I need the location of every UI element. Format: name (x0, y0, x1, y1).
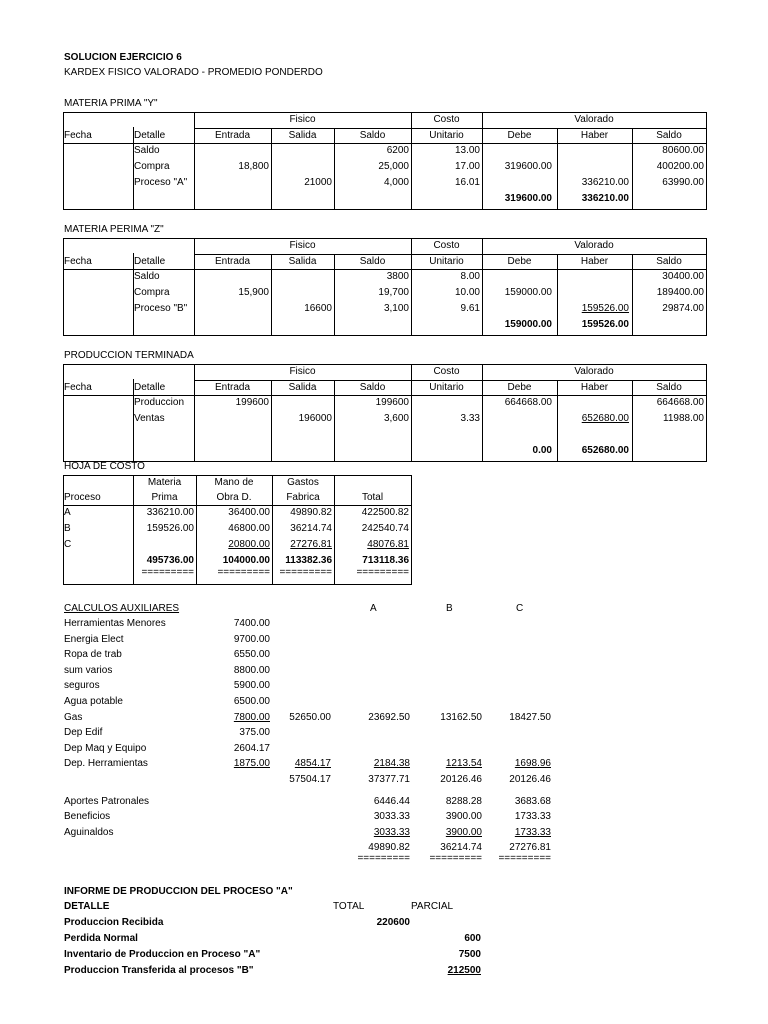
hoja-cell: 36400.00 (228, 507, 270, 518)
hoja-total: 713118.36 (362, 555, 409, 566)
row-haber: 336210.00 (581, 177, 629, 188)
grid-line (706, 238, 707, 336)
row-saldo: 3,100 (383, 303, 409, 314)
total-debe: 319600.00 (504, 193, 552, 204)
grid-line (706, 364, 707, 462)
hoja-cell: 336210.00 (146, 507, 194, 518)
hoja-cell: 422500.82 (361, 507, 409, 518)
calc-label: sum varios (64, 665, 113, 676)
header-entrada: Entrada (214, 382, 251, 393)
calc-label: Aguinaldos (64, 827, 114, 838)
header-costo: Costo (433, 114, 460, 125)
informe-label: Produccion Transferida al procesos "B" (64, 965, 254, 976)
hoja-proceso: A (64, 507, 71, 518)
informe-label: Inventario de Produccion en Proceso "A" (64, 949, 261, 960)
row-detalle: Saldo (134, 271, 160, 282)
calc-label: Agua potable (64, 696, 123, 707)
header-haber: Haber (580, 256, 609, 267)
row-detalle: Produccion (134, 397, 185, 408)
calc-label: Dep Edif (64, 727, 103, 738)
grid-line (63, 209, 707, 210)
informe-title: INFORME DE PRODUCCION DEL PROCESO "A" (64, 886, 293, 897)
calc-value: 1213.54 (445, 758, 482, 769)
header-fecha: Fecha (64, 130, 92, 141)
informe-label: Produccion Recibida (64, 917, 164, 928)
header-valorado: Valorado (574, 240, 614, 251)
row-saldo: 3,600 (383, 413, 409, 424)
grid-line (194, 364, 195, 462)
row-salida: 196000 (298, 413, 332, 424)
informe-parcial-header: PARCIAL (411, 901, 454, 912)
row-saldo-valorado: 63990.00 (662, 177, 704, 188)
row-unitario: 8.00 (460, 271, 480, 282)
row-entrada: 18,800 (238, 161, 269, 172)
header-saldo-valorado: Saldo (656, 256, 682, 267)
calc-value: 13162.50 (440, 712, 482, 723)
header-fecha: Fecha (64, 256, 92, 267)
header-saldo-valorado: Saldo (656, 130, 682, 141)
grid-line (63, 335, 707, 336)
calc-label: Herramientas Menores (64, 618, 166, 629)
calc-label: Dep. Herramientas (64, 758, 148, 769)
calc-title: CALCULOS AUXILIARES (64, 603, 180, 614)
row-unitario: 16.01 (454, 177, 480, 188)
row-unitario: 3.33 (460, 413, 480, 424)
calc-value: 18427.50 (509, 712, 551, 723)
header-unitario: Unitario (429, 382, 464, 393)
kardex-title: MATERIA PERIMA "Z" (64, 224, 164, 235)
calc-label: Ropa de trab (64, 649, 122, 660)
total-haber: 159526.00 (581, 319, 629, 330)
grid-line (63, 112, 64, 210)
row-detalle: Compra (134, 287, 170, 298)
calc-value: 3033.33 (373, 811, 410, 822)
calc-value: 1875.00 (233, 758, 270, 769)
calc-value: 20126.46 (509, 774, 551, 785)
header-salida: Salida (288, 382, 317, 393)
hoja-header: Total (361, 492, 384, 503)
row-saldo-valorado: 80600.00 (662, 145, 704, 156)
hoja-header: Gastos (287, 477, 319, 488)
calc-value: 6500.00 (233, 696, 270, 707)
header-haber: Haber (580, 130, 609, 141)
header-saldo: Saldo (359, 130, 386, 141)
header-debe: Debe (507, 130, 532, 141)
header-costo: Costo (433, 240, 460, 251)
kardex-title: PRODUCCION TERMINADA (64, 350, 194, 361)
hoja-header: Materia (147, 477, 182, 488)
hoja-total: 104000.00 (222, 555, 270, 566)
header-saldo: Saldo (359, 382, 386, 393)
hoja-separator: ========= (217, 567, 270, 578)
calc-value: 1733.33 (514, 811, 551, 822)
grid-line (63, 584, 412, 585)
row-unitario: 9.61 (460, 303, 480, 314)
calc-label: Gas (64, 712, 83, 723)
hoja-header: Obra D. (216, 492, 252, 503)
grid-line (411, 475, 412, 585)
row-saldo: 3800 (386, 271, 409, 282)
grid-line (63, 461, 707, 462)
row-debe: 159000.00 (504, 287, 552, 298)
hoja-total: 495736.00 (146, 555, 194, 566)
calc-label: Beneficios (64, 811, 111, 822)
hoja-separator: ========= (356, 567, 409, 578)
informe-parcial-value: 212500 (447, 965, 481, 976)
header-unitario: Unitario (429, 256, 464, 267)
calc-value: 2184.38 (373, 758, 410, 769)
row-haber: 159526.00 (581, 303, 629, 314)
header-entrada: Entrada (214, 256, 251, 267)
hoja-header: Fabrica (286, 492, 320, 503)
hoja-cell: 27276.81 (290, 539, 332, 550)
header-fisico: Fisico (289, 114, 316, 125)
total-debe: 159000.00 (504, 319, 552, 330)
calc-value: 23692.50 (368, 712, 410, 723)
calc-value: 3900.00 (445, 811, 482, 822)
grid-line (63, 505, 412, 506)
row-saldo-valorado: 189400.00 (656, 287, 704, 298)
calc-value: 1698.96 (514, 758, 551, 769)
header-detalle: Detalle (134, 382, 166, 393)
grid-line (63, 364, 64, 462)
informe-total-value: 220600 (376, 917, 410, 928)
header-saldo-valorado: Saldo (656, 382, 682, 393)
calc-label: seguros (64, 680, 100, 691)
row-haber: 652680.00 (581, 413, 629, 424)
header-salida: Salida (288, 130, 317, 141)
hoja-cell: 48076.81 (367, 539, 409, 550)
row-debe: 664668.00 (504, 397, 552, 408)
grid-line (63, 395, 707, 396)
hoja-total: 113382.36 (285, 555, 332, 566)
header-salida: Salida (288, 256, 317, 267)
informe-total-header: TOTAL (333, 901, 365, 912)
header-detalle: Detalle (134, 130, 166, 141)
calc-value: 20126.46 (440, 774, 482, 785)
header-fecha: Fecha (64, 382, 92, 393)
informe-parcial-value: 7500 (458, 949, 481, 960)
hoja-cell: 159526.00 (146, 523, 194, 534)
row-detalle: Proceso "B" (134, 303, 188, 314)
hoja-proceso: B (64, 523, 71, 534)
calc-value: 2604.17 (233, 743, 270, 754)
calc-value: 6446.44 (373, 796, 410, 807)
calc-value: 3900.00 (445, 827, 482, 838)
calc-value: 5900.00 (233, 680, 270, 691)
calc-col-header: A (370, 603, 377, 614)
hoja-cell: 49890.82 (290, 507, 332, 518)
row-salida: 21000 (304, 177, 332, 188)
hoja-cell: 242540.74 (361, 523, 409, 534)
calc-separator: ========= (357, 853, 410, 864)
header-fisico: Fisico (289, 240, 316, 251)
row-unitario: 17.00 (454, 161, 480, 172)
row-saldo: 4,000 (383, 177, 409, 188)
hoja-header: Mano de (214, 477, 254, 488)
header-unitario: Unitario (429, 130, 464, 141)
calc-value: 3683.68 (514, 796, 551, 807)
page-subtitle: KARDEX FISICO VALORADO - PROMEDIO PONDERDO (64, 67, 323, 78)
calc-value: 7800.00 (233, 712, 270, 723)
hoja-cell: 46800.00 (228, 523, 270, 534)
calc-value: 57504.17 (289, 774, 331, 785)
row-saldo-valorado: 400200.00 (656, 161, 704, 172)
row-saldo: 6200 (386, 145, 409, 156)
calc-value: 49890.82 (368, 842, 410, 853)
row-detalle: Saldo (134, 145, 160, 156)
calc-value: 375.00 (239, 727, 270, 738)
hoja-cell: 36214.74 (290, 523, 332, 534)
row-saldo-valorado: 30400.00 (662, 271, 704, 282)
row-unitario: 13.00 (454, 145, 480, 156)
row-entrada: 199600 (235, 397, 269, 408)
grid-line (706, 112, 707, 210)
header-fisico: Fisico (289, 366, 316, 377)
row-saldo-valorado: 664668.00 (656, 397, 704, 408)
informe-parcial-value: 600 (464, 933, 481, 944)
kardex-title: MATERIA PRIMA "Y" (64, 98, 158, 109)
calc-separator: ========= (498, 853, 551, 864)
hoja-separator: ========= (279, 567, 332, 578)
calc-label: Energia Elect (64, 634, 124, 645)
row-detalle: Proceso "A" (134, 177, 188, 188)
hoja-header: Prima (151, 492, 178, 503)
row-saldo: 19,700 (378, 287, 409, 298)
total-haber: 336210.00 (581, 193, 629, 204)
calc-value: 37377.71 (368, 774, 410, 785)
header-detalle: Detalle (134, 256, 166, 267)
calc-value: 52650.00 (289, 712, 331, 723)
grid-line (63, 269, 707, 270)
informe-detalle: DETALLE (64, 901, 110, 912)
page-title: SOLUCION EJERCICIO 6 (64, 52, 182, 63)
grid-line (63, 238, 707, 239)
header-debe: Debe (507, 382, 532, 393)
calc-label: Aportes Patronales (64, 796, 150, 807)
hoja-title: HOJA DE COSTO (64, 461, 145, 472)
calc-value: 6550.00 (233, 649, 270, 660)
grid-line (63, 112, 707, 113)
row-salida: 16600 (304, 303, 332, 314)
row-saldo: 25,000 (378, 161, 409, 172)
grid-line (63, 143, 707, 144)
header-saldo: Saldo (359, 256, 386, 267)
row-debe: 319600.00 (504, 161, 552, 172)
calc-value: 1733.33 (514, 827, 551, 838)
row-saldo-valorado: 29874.00 (662, 303, 704, 314)
row-detalle: Ventas (134, 413, 165, 424)
total-haber: 652680.00 (581, 445, 629, 456)
calc-col-header: B (446, 603, 453, 614)
hoja-separator: ========= (141, 567, 194, 578)
row-saldo: 199600 (375, 397, 409, 408)
row-unitario: 10.00 (454, 287, 480, 298)
calc-value: 7400.00 (233, 618, 270, 629)
calc-value: 4854.17 (294, 758, 331, 769)
grid-line (63, 475, 412, 476)
row-detalle: Compra (134, 161, 170, 172)
calc-col-header: C (516, 603, 524, 614)
calc-value: 27276.81 (509, 842, 551, 853)
informe-label: Perdida Normal (64, 933, 138, 944)
calc-value: 36214.74 (440, 842, 482, 853)
header-debe: Debe (507, 256, 532, 267)
row-entrada: 15,900 (238, 287, 269, 298)
calc-separator: ========= (429, 853, 482, 864)
header-haber: Haber (580, 382, 609, 393)
header-valorado: Valorado (574, 366, 614, 377)
calc-value: 9700.00 (233, 634, 270, 645)
grid-line (63, 364, 707, 365)
calc-label: Dep Maq y Equipo (64, 743, 147, 754)
grid-line (63, 238, 64, 336)
calc-value: 8800.00 (233, 665, 270, 676)
hoja-header-proceso: Proceso (64, 492, 101, 503)
header-valorado: Valorado (574, 114, 614, 125)
calc-value: 8288.28 (445, 796, 482, 807)
calc-value: 3033.33 (373, 827, 410, 838)
header-entrada: Entrada (214, 130, 251, 141)
hoja-cell: 20800.00 (228, 539, 270, 550)
total-debe: 0.00 (532, 445, 552, 456)
row-saldo-valorado: 11988.00 (663, 413, 704, 424)
header-costo: Costo (433, 366, 460, 377)
hoja-proceso: C (64, 539, 72, 550)
